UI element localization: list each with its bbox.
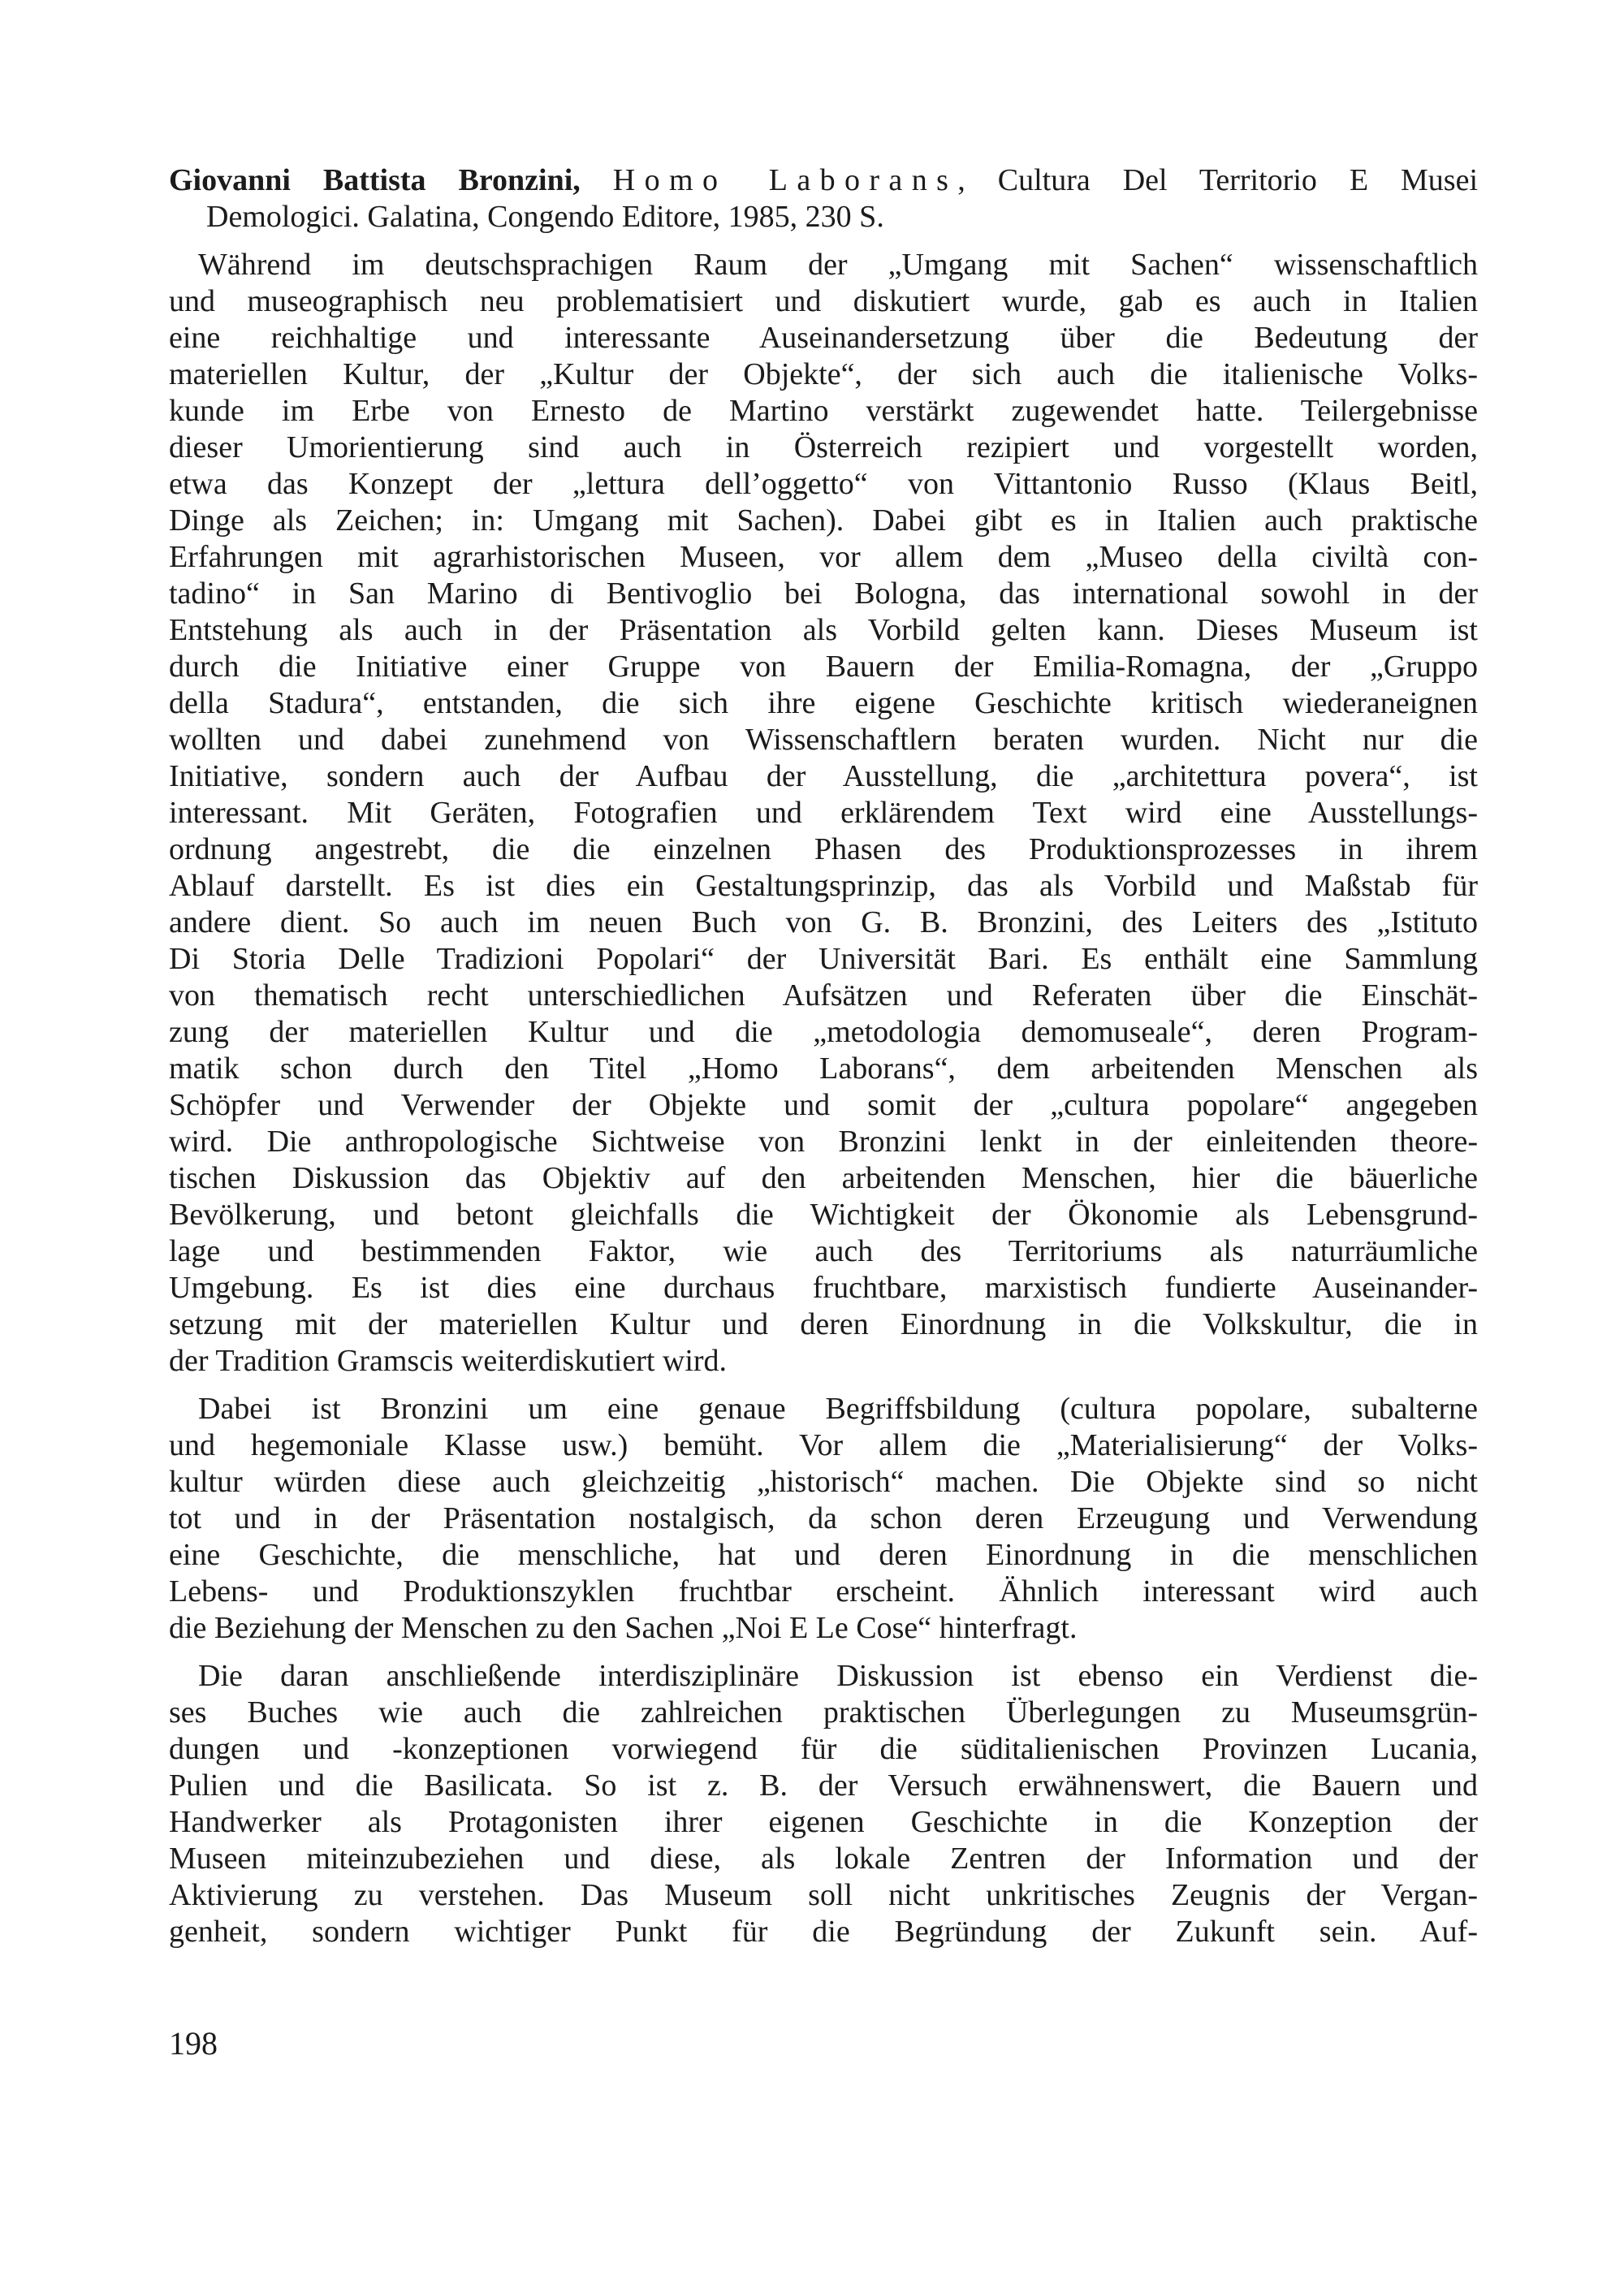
text-line: Lebens- und Produktionszyklen fruchtbar erscheint. Ähnlich interessant wird auch — [169, 1574, 1478, 1609]
citation-author: Giovanni Battista Bronzini, — [169, 163, 581, 197]
text-line: Während im deutschsprachigen Raum der „Umgang mit Sachen“ wissenschaftlich — [198, 248, 1478, 282]
text-line: zung der materiellen Kultur und die „metodologia demomuseale“, deren Program- — [169, 1015, 1478, 1049]
citation-title-rest: , Cultura Del Territorio E Musei — [957, 163, 1479, 197]
page-number: 198 — [169, 2025, 218, 2062]
text-line: Die daran anschließende interdisziplinäre Diskussion ist ebenso ein Verdienst die- — [198, 1659, 1478, 1693]
text-line: ordnung angestrebt, die die einzelnen Phasen des Produktionsprozesses in ihrem — [169, 832, 1478, 866]
text-line: tot und in der Präsentation nostalgisch, da schon deren Erzeugung und Verwendung — [169, 1501, 1478, 1535]
book-citation-line-2: Demologici. Galatina, Congendo Editore, 1985, 230 S. — [206, 200, 884, 234]
text-line: Bevölkerung, und betont gleichfalls die Wichtigkeit der Ökonomie als Lebensgrund- — [169, 1198, 1478, 1232]
text-line: tadino“ in San Marino di Bentivoglio bei Bologna, das international sowohl in der — [169, 576, 1478, 611]
text-line: ses Buches wie auch die zahlreichen praktischen Überlegungen zu Museumsgrün- — [169, 1695, 1478, 1729]
text-line: Dinge als Zeichen; in: Umgang mit Sachen). Dabei gibt es in Italien auch praktische — [169, 503, 1478, 538]
text-line: matik schon durch den Titel „Homo Laborans“, dem arbeitenden Menschen als — [169, 1051, 1478, 1086]
book-citation — [169, 162, 1478, 235]
text-line: kultur würden diese auch gleichzeitig „historisch“ machen. Die Objekte sind so nicht — [169, 1465, 1478, 1499]
text-line: etwa das Konzept der „lettura dell’oggetto“ von Vittantonio Russo (Klaus Beitl, — [169, 467, 1478, 501]
text-line: materiellen Kultur, der „Kultur der Objekte“, der sich auch die italienische Volks- — [169, 357, 1478, 391]
text-line: lage und bestimmenden Faktor, wie auch des Territoriums als naturräumliche — [169, 1234, 1478, 1268]
text-line: genheit, sondern wichtiger Punkt für die Begründung der Zukunft sein. Auf- — [169, 1915, 1478, 1949]
text-line: tischen Diskussion das Objektiv auf den arbeitenden Menschen, hier die bäuerliche — [169, 1161, 1478, 1195]
text-line: Dabei ist Bronzini um eine genaue Begriffsbildung (cultura popolare, subalterne — [198, 1392, 1478, 1426]
text-line: Schöpfer und Verwender der Objekte und somit der „cultura popolare“ angegeben — [169, 1088, 1478, 1122]
text-line: und hegemoniale Klasse usw.) bemüht. Vor allem die „Materialisierung“ der Volks- — [169, 1428, 1478, 1462]
text-line: Umgebung. Es ist dies eine durchaus fruchtbare, marxistisch fundierte Auseinander- — [169, 1271, 1478, 1305]
text-line: eine reichhaltige und interessante Auseinandersetzung über die Bedeutung der — [169, 321, 1478, 355]
text-line: Initiative, sondern auch der Aufbau der Ausstellung, die „architettura povera“, ist — [169, 759, 1478, 793]
text-line: della Stadura“, entstanden, die sich ihre eigene Geschichte kritisch wiederaneignen — [169, 686, 1478, 720]
text-line: andere dient. So auch im neuen Buch von G. B. Bronzini, des Leiters des „Istituto — [169, 905, 1478, 939]
text-line: wird. Die anthropologische Sichtweise von Bronzini lenkt in der einleitenden theore- — [169, 1125, 1478, 1159]
text-line: die Beziehung der Menschen zu den Sachen „Noi E Le Cose“ hinterfragt. — [169, 1611, 1078, 1645]
text-line: Pulien und die Basilicata. So ist z. B. der Versuch erwähnenswert, die Bauern und — [169, 1768, 1478, 1803]
review-paragraph-2 — [169, 1391, 1478, 1647]
text-line: interessant. Mit Geräten, Fotografien und erklärendem Text wird eine Ausstellungs- — [169, 796, 1478, 830]
text-line: Museen miteinzubeziehen und diese, als lokale Zentren der Information und der — [169, 1842, 1478, 1876]
text-line: Aktivierung zu verstehen. Das Museum soll nicht unkritisches Zeugnis der Vergan- — [169, 1878, 1478, 1912]
text-line: Entstehung als auch in der Präsentation als Vorbild gelten kann. Dieses Museum ist — [169, 613, 1478, 647]
text-line: eine Geschichte, die menschliche, hat und deren Einordnung in die menschlichen — [169, 1538, 1478, 1572]
text-line: Ablauf darstellt. Es ist dies ein Gestaltungsprinzip, das als Vorbild und Maßstab für — [169, 869, 1478, 903]
text-line: durch die Initiative einer Gruppe von Bauern der Emilia-Romagna, der „Gruppo — [169, 650, 1478, 684]
text-line: wollten und dabei zunehmend von Wissenschaftlern beraten wurden. Nicht nur die — [169, 723, 1478, 757]
text-line: Di Storia Delle Tradizioni Popolari“ der Universität Bari. Es enthält eine Sammlung — [169, 942, 1478, 976]
text-line: setzung mit der materiellen Kultur und deren Einordnung in die Volkskultur, die in — [169, 1307, 1478, 1341]
text-line: kunde im Erbe von Ernesto de Martino verstärkt zugewendet hatte. Teilergebnisse — [169, 394, 1478, 428]
text-line: Erfahrungen mit agrarhistorischen Museen, vor allem dem „Museo della civiltà con- — [169, 540, 1478, 574]
text-line: dungen und -konzeptionen vorwiegend für die süditalienischen Provinzen Lucania, — [169, 1732, 1478, 1766]
text-block — [169, 162, 1478, 1950]
review-paragraph-1 — [169, 247, 1478, 1380]
text-line: Handwerker als Protagonisten ihrer eigenen Geschichte in die Konzeption der — [169, 1805, 1478, 1839]
text-line: und museographisch neu problematisiert und diskutiert wurde, gab es auch in Italien — [169, 284, 1478, 318]
text-line: von thematisch recht unterschiedlichen Aufsätzen und Referaten über die Einschät- — [169, 978, 1478, 1013]
text-line: dieser Umorientierung sind auch in Österreich rezipiert und vorgestellt worden, — [169, 430, 1478, 464]
text-line: der Tradition Gramscis weiterdiskutiert wird. — [169, 1344, 728, 1378]
review-paragraph-3 — [169, 1658, 1478, 1950]
citation-title-spaced: Homo Laborans — [612, 163, 958, 197]
book-citation-line-1 — [169, 162, 1478, 199]
